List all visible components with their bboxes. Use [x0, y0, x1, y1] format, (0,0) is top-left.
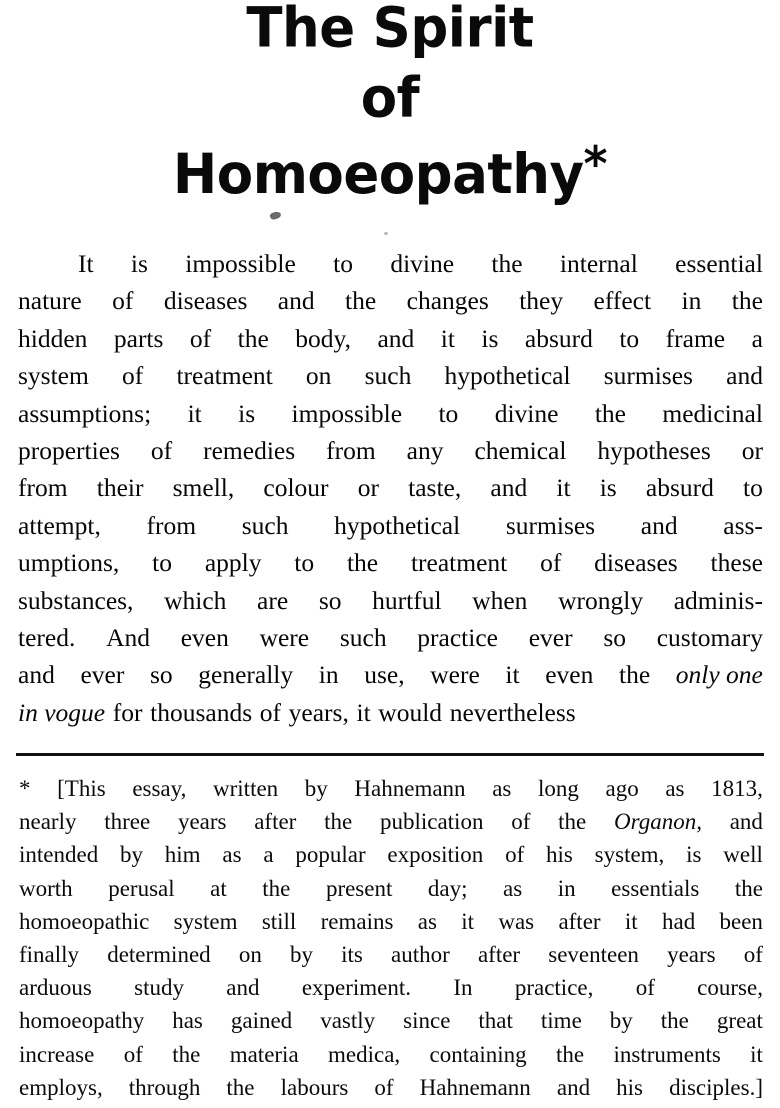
- emphasis-organon: Organon,: [613, 809, 702, 835]
- word: Hahnemann: [354, 776, 466, 801]
- word: as: [503, 875, 523, 901]
- word: and: [277, 286, 315, 316]
- word: on: [238, 942, 262, 968]
- word: after: [558, 908, 601, 934]
- word: the: [172, 1041, 201, 1067]
- word: the: [262, 875, 291, 901]
- word: and: [226, 975, 260, 1001]
- word: and: [640, 510, 678, 540]
- body-line: [18, 395, 763, 432]
- word: it: [440, 323, 455, 353]
- word: to: [438, 398, 459, 428]
- footnote-line: [19, 772, 763, 805]
- title-footnote-marker: *: [583, 135, 608, 192]
- word: it: [505, 660, 520, 690]
- word: has: [172, 1008, 203, 1034]
- footnote-line: [19, 805, 763, 838]
- word: treatment: [176, 361, 273, 391]
- scan-artifact-speck: [269, 210, 282, 220]
- word: so: [149, 660, 173, 690]
- word: it: [624, 908, 638, 934]
- word: such: [364, 361, 412, 391]
- body-line: [18, 357, 763, 394]
- word: the: [345, 286, 377, 316]
- word: or: [357, 473, 379, 503]
- word: use,: [364, 660, 405, 690]
- word: their: [96, 473, 144, 503]
- word: when: [472, 585, 528, 615]
- word: it: [461, 908, 475, 934]
- word: such: [241, 510, 289, 540]
- word: a: [751, 323, 763, 353]
- word: And: [106, 623, 150, 653]
- word: the: [660, 1008, 689, 1034]
- word: nevertheless: [449, 697, 576, 727]
- body-line: [18, 619, 763, 656]
- word: written: [213, 776, 279, 801]
- word: absurd: [645, 473, 714, 503]
- word: to: [333, 249, 353, 278]
- word: body,: [295, 323, 351, 353]
- word: properties: [18, 436, 120, 466]
- word: ever: [528, 623, 573, 653]
- word: and: [18, 660, 55, 690]
- word: his: [546, 842, 573, 868]
- word: assumptions;: [18, 398, 152, 428]
- word: is: [238, 398, 256, 428]
- word: nearly: [19, 809, 77, 835]
- word: treatment: [410, 548, 508, 578]
- word: smell,: [172, 473, 235, 503]
- word: customary: [656, 623, 763, 653]
- word: ass-: [723, 510, 763, 540]
- word: it: [556, 473, 571, 503]
- word: hurtful: [372, 585, 442, 615]
- word: so: [603, 623, 626, 653]
- word: of: [122, 361, 144, 391]
- word: remedies: [203, 436, 296, 466]
- word: study: [134, 975, 184, 1001]
- word: labours: [280, 1074, 349, 1100]
- title-line-2: of: [360, 66, 420, 131]
- body-line: [18, 245, 763, 282]
- word: years: [667, 942, 716, 968]
- word: essential: [675, 249, 763, 278]
- word: that: [478, 1008, 513, 1034]
- word: is: [130, 249, 148, 278]
- word: attempt,: [18, 510, 101, 540]
- word: a: [263, 842, 274, 868]
- word: years,: [288, 697, 349, 727]
- word: it: [750, 1041, 763, 1067]
- word: of: [540, 548, 562, 578]
- word: gained: [230, 1008, 293, 1034]
- word: frame: [665, 323, 726, 353]
- word: employs,: [19, 1074, 103, 1100]
- word: practice: [417, 623, 498, 653]
- word: even: [545, 660, 594, 690]
- word: materia: [229, 1041, 299, 1067]
- word: the: [731, 286, 763, 316]
- word: essay,: [132, 776, 187, 801]
- body-line: [18, 469, 763, 506]
- word: [This: [57, 776, 106, 801]
- word: diseases: [594, 548, 678, 578]
- word: or: [741, 436, 763, 466]
- word: at: [210, 875, 227, 901]
- word: perusal: [108, 875, 175, 901]
- word: they: [519, 286, 564, 316]
- word: surmises: [603, 361, 693, 391]
- word: to: [619, 323, 640, 353]
- footnote-line: [19, 872, 763, 905]
- word: for: [112, 697, 143, 727]
- word: as: [222, 842, 242, 868]
- word: nature: [18, 286, 82, 316]
- word: system: [173, 908, 238, 934]
- word: thousands: [150, 697, 253, 727]
- word: and: [490, 473, 528, 503]
- word: practice,: [514, 975, 594, 1001]
- word: internal: [559, 249, 638, 278]
- word: of: [112, 286, 134, 316]
- word: its: [341, 942, 363, 968]
- word: his: [616, 1074, 644, 1100]
- word: the: [237, 323, 269, 353]
- word: finally: [19, 942, 80, 968]
- word: wrongly: [558, 585, 644, 615]
- title-line-3-text: Homoeopathy: [172, 142, 584, 207]
- title-line-3: [0, 135, 780, 207]
- word: from: [18, 473, 68, 503]
- word: and: [726, 361, 763, 391]
- word: tered.: [18, 623, 76, 653]
- word: since: [403, 1008, 451, 1034]
- word: ever: [80, 660, 125, 690]
- word: is: [686, 842, 702, 868]
- word: and: [377, 323, 415, 353]
- word: as: [492, 776, 512, 801]
- word: of: [374, 1074, 394, 1100]
- body-line: [18, 282, 763, 319]
- scan-artifact-dot: [384, 232, 388, 235]
- word: system: [18, 361, 89, 391]
- word: from: [326, 436, 376, 466]
- word: the: [556, 1041, 585, 1067]
- word: and: [556, 1074, 591, 1100]
- word: Hahnemann: [419, 1074, 531, 1100]
- word: homoeopathy: [19, 1008, 145, 1034]
- word: instruments: [613, 1041, 721, 1067]
- word: increase: [19, 1041, 95, 1067]
- word: of: [189, 323, 212, 353]
- word: author: [391, 942, 450, 968]
- word: the: [618, 660, 651, 690]
- footnote-line: [19, 1071, 763, 1104]
- word: In: [453, 975, 473, 1001]
- word: are: [257, 585, 289, 615]
- footnote-marker: *: [19, 776, 31, 801]
- footnote-line: [19, 1004, 763, 1037]
- word: of: [150, 436, 173, 466]
- word: as: [665, 776, 685, 801]
- word: publication: [379, 809, 484, 835]
- word: long: [537, 776, 579, 801]
- word: colour: [263, 473, 329, 503]
- word: changes: [406, 286, 489, 316]
- word: divine: [390, 249, 455, 278]
- word: 1813,: [711, 776, 763, 801]
- word: system,: [594, 842, 665, 868]
- word: chemical: [474, 436, 567, 466]
- word: parts: [113, 323, 164, 353]
- word: so: [318, 585, 342, 615]
- word: by: [304, 776, 328, 801]
- document-title: [0, 0, 780, 207]
- word: after: [254, 809, 297, 835]
- footnote: [19, 772, 763, 1104]
- word: divine: [494, 398, 559, 428]
- word: worth: [19, 875, 73, 901]
- word: hypotheses: [597, 436, 711, 466]
- word: were: [259, 623, 310, 653]
- word: in: [557, 875, 576, 901]
- word: of: [511, 809, 531, 835]
- word: in: [681, 286, 702, 316]
- word: years: [177, 809, 227, 835]
- word: adminis-: [673, 585, 763, 615]
- word: the: [594, 398, 626, 428]
- word: through: [128, 1074, 201, 1100]
- word: ago: [605, 776, 639, 801]
- word: and: [729, 809, 763, 835]
- word: absurd: [524, 323, 593, 353]
- word: impossible: [291, 398, 403, 428]
- word: from: [146, 510, 197, 540]
- word: of: [635, 975, 655, 1001]
- body-line: [18, 582, 763, 619]
- word: essentials: [611, 875, 700, 901]
- footnote-line: [19, 1038, 763, 1071]
- word: even: [180, 623, 229, 653]
- word: of: [743, 942, 763, 968]
- emphasis-in-vogue: in vogue: [18, 697, 106, 727]
- word: any: [406, 436, 444, 466]
- footnote-line: [19, 971, 763, 1004]
- word: It: [78, 249, 94, 278]
- word: is: [599, 473, 617, 503]
- word: umptions,: [18, 548, 120, 578]
- word: is: [481, 323, 499, 353]
- word: on: [305, 361, 332, 391]
- word: arduous: [19, 975, 92, 1001]
- word: course,: [697, 975, 763, 1001]
- word: present: [325, 875, 393, 901]
- word: to: [743, 473, 763, 503]
- word: substances,: [18, 585, 134, 615]
- word: intended: [19, 842, 99, 868]
- word: to: [152, 548, 172, 578]
- body-line: [18, 320, 763, 357]
- word: was: [498, 908, 535, 934]
- word: the: [226, 1074, 255, 1100]
- word: hypothetical: [444, 361, 571, 391]
- body-line: [18, 432, 763, 469]
- word: medica,: [328, 1041, 401, 1067]
- word: it: [356, 697, 371, 727]
- body-paragraph: [18, 245, 763, 731]
- word: by: [120, 842, 143, 868]
- word: effect: [593, 286, 652, 316]
- word: which: [164, 585, 227, 615]
- word: disciples.]: [669, 1074, 763, 1100]
- footnote-line: [19, 838, 763, 871]
- body-line: [18, 694, 763, 731]
- word: taste,: [408, 473, 462, 503]
- word: great: [716, 1008, 763, 1034]
- word: exposition: [387, 842, 484, 868]
- word: in: [318, 660, 339, 690]
- word: the: [346, 548, 379, 578]
- word: would: [378, 697, 443, 727]
- word: seventeen: [548, 942, 639, 968]
- word: determined: [107, 942, 211, 968]
- footnote-line: [19, 905, 763, 938]
- word: hidden: [18, 323, 88, 353]
- word: still: [261, 908, 297, 934]
- word: as: [417, 908, 437, 934]
- word: generally: [198, 660, 294, 690]
- word: containing: [429, 1041, 527, 1067]
- word: time: [540, 1008, 582, 1034]
- word: three: [104, 809, 151, 835]
- word: the: [324, 809, 353, 835]
- footnote-line: [19, 938, 763, 971]
- word: of: [259, 697, 282, 727]
- word: were: [430, 660, 480, 690]
- word: homoeopathic: [19, 908, 150, 934]
- body-line: [18, 544, 763, 581]
- word: it: [187, 398, 202, 428]
- word: impossible: [185, 249, 296, 278]
- word: been: [719, 908, 763, 934]
- body-line: [18, 507, 763, 544]
- word: of: [123, 1041, 143, 1067]
- word: apply: [204, 548, 262, 578]
- word: well: [723, 842, 763, 868]
- word: such: [339, 623, 387, 653]
- word: surmises: [505, 510, 596, 540]
- word: to: [294, 548, 315, 578]
- word: by: [289, 942, 313, 968]
- word: by: [609, 1008, 633, 1034]
- word: the: [491, 249, 523, 278]
- word: the: [734, 875, 763, 901]
- word: experiment.: [301, 975, 412, 1001]
- word: day;: [427, 875, 468, 901]
- word: vastly: [320, 1008, 376, 1034]
- title-line-1: The Spirit: [246, 0, 534, 61]
- body-line: [18, 656, 763, 693]
- word: diseases: [163, 286, 248, 316]
- word: him: [164, 842, 201, 868]
- word: the: [558, 809, 587, 835]
- word: had: [661, 908, 696, 934]
- word: popular: [295, 842, 366, 868]
- word: after: [477, 942, 521, 968]
- word: these: [710, 548, 763, 578]
- word: hypothetical: [334, 510, 461, 540]
- footnote-separator-rule: [16, 753, 764, 756]
- word: medicinal: [662, 398, 763, 428]
- word: remains: [320, 908, 394, 934]
- emphasis-only-one: only one: [675, 660, 763, 690]
- word: of: [505, 842, 525, 868]
